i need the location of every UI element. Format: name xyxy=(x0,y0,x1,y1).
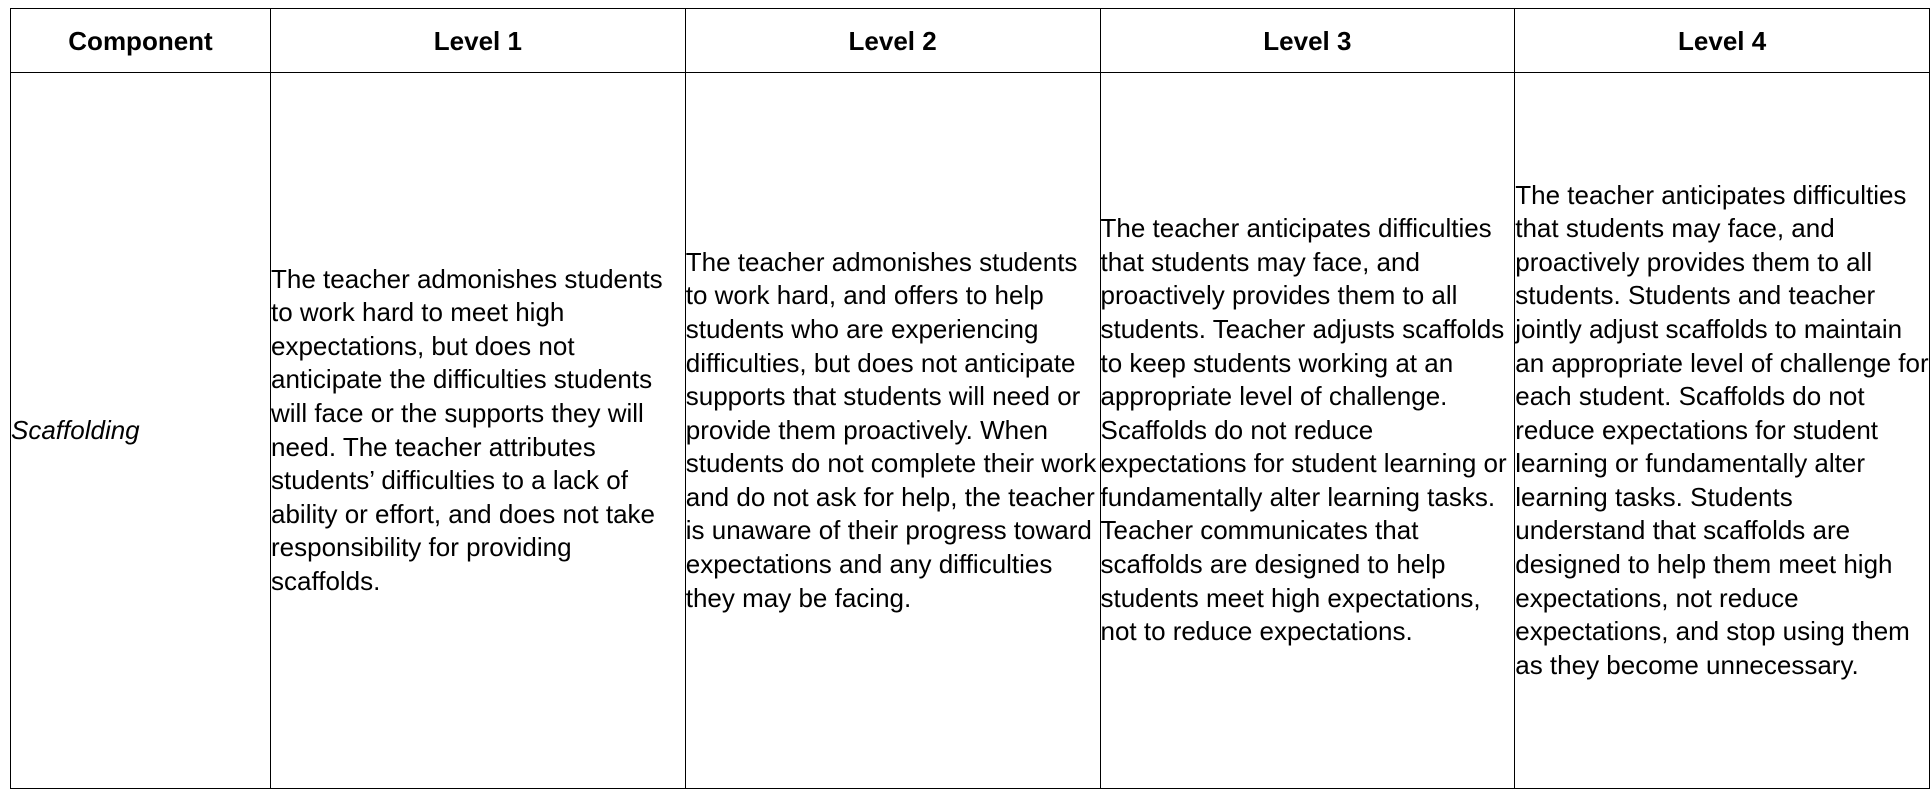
header-component: Component xyxy=(11,9,271,73)
level-2-description: The teacher admonishes students to work hard, and offers to help students who are experiencing difficulties, but does not anticipate supports that students will need or provide them proactively. When students do not complete their work and do not ask for help, the teacher is unaware of their progress toward expectations and any difficulties they may be facing. xyxy=(685,246,1097,613)
level-4-cell xyxy=(1515,73,1930,789)
header-row xyxy=(11,9,1930,73)
header-level-4: Level 4 xyxy=(1515,9,1930,73)
level-1-cell xyxy=(271,73,686,789)
rubric-table xyxy=(10,8,1930,789)
header-level-2: Level 2 xyxy=(685,9,1100,73)
level-2-cell xyxy=(685,73,1100,789)
level-3-description: The teacher anticipates difficulties that students may face, and proactively provides them to all students. Teacher adjusts scaffolds to keep students working at an appropriate level of challenge. Scaffolds do not reduce expectations for student learning or fundamentally alter learning tasks. Teacher communicates that scaffolds are designed to help students meet high expectations, not to reduce expectations. xyxy=(1100,213,1507,647)
level-4-description: The teacher anticipates difficulties that students may face, and proactively provides them to all students. Students and teacher jointly adjust scaffolds to maintain an appropriate level of challenge for each student. Scaffolds do not reduce expectations for student learning or fundamentally alter learning tasks. Students understand that scaffolds are designed to help them meet high expectations, not reduce expectations, and stop using them as they become unnecessary. xyxy=(1515,179,1929,680)
table-row xyxy=(11,73,1930,789)
component-cell xyxy=(11,73,271,789)
level-1-description: The teacher admonishes students to work hard to meet high expectations, but does not anticipate the difficulties students will face or the supports they will need. The teacher attributes students’ difficulties to a lack of ability or effort, and does not take responsibility for providing scaffolds. xyxy=(271,263,663,596)
component-label: Scaffolding xyxy=(11,414,140,445)
rubric-table-wrapper xyxy=(10,8,1930,789)
header-level-3: Level 3 xyxy=(1100,9,1515,73)
header-level-1: Level 1 xyxy=(271,9,686,73)
level-3-cell xyxy=(1100,73,1515,789)
